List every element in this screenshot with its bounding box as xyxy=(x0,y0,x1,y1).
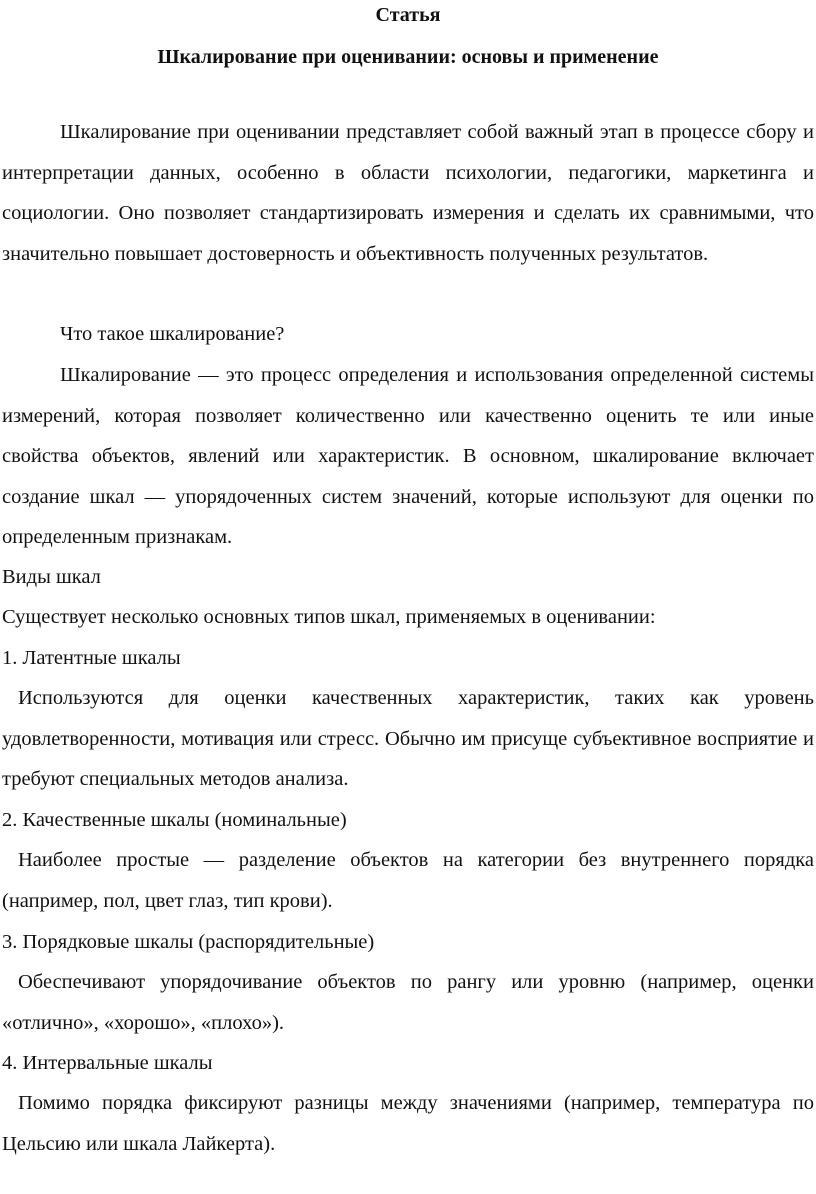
scale-heading-3: 3. Порядковые шкалы (распорядительные) xyxy=(2,931,375,953)
definition-paragraph: Шкалирование — это процесс определения и использования определенной системы измерений, которая позволяет количественно или качественно оценить те или иные свойства объектов, явлений или характеристик. В основном, шкалирование включает создание шкал — упорядоченных систем значений, которые используют для оценки по определенным признакам. xyxy=(2,364,814,548)
scale-heading-4: 4. Интервальные шкалы xyxy=(2,1052,213,1074)
scale-text-4: Помимо порядка фиксируют разницы между значениями (например, температура по Цельсию или шкала Лайкерта). xyxy=(2,1092,814,1155)
scale-heading-2: 2. Качественные шкалы (номинальные) xyxy=(2,809,347,831)
article-title: Шкалирование при оценивании: основы и применение xyxy=(157,46,659,68)
scale-text-2: Наиболее простые — разделение объектов на категории без внутреннего порядка (например, пол, цвет глаз, тип крови). xyxy=(2,849,814,912)
types-heading: Виды шкал xyxy=(2,566,101,588)
scale-text-3: Обеспечивают упорядочивание объектов по рангу или уровню (например, оценки «отлично», «хорошо», «плохо»). xyxy=(2,971,814,1034)
question-line: Что такое шкалирование? xyxy=(60,323,285,345)
scale-heading-1: 1. Латентные шкалы xyxy=(2,647,181,669)
article-label: Статья xyxy=(375,4,441,26)
scale-text-1: Используются для оценки качественных характеристик, таких как уровень удовлетворенности, мотивация или стресс. Обычно им присуще субъективное восприятие и требуют специальных методов анализа. xyxy=(2,687,814,790)
intro-paragraph: Шкалирование при оценивании представляет собой важный этап в процессе сбору и интерпретации данных, особенно в области психологии, педагогики, маркетинга и социологии. Оно позволяет стандартизировать измерения и сделать их сравнимыми, что значительно повышает достоверность и объективность полученных результатов. xyxy=(2,121,814,265)
types-intro: Существует несколько основных типов шкал, применяемых в оценивании: xyxy=(2,606,656,628)
